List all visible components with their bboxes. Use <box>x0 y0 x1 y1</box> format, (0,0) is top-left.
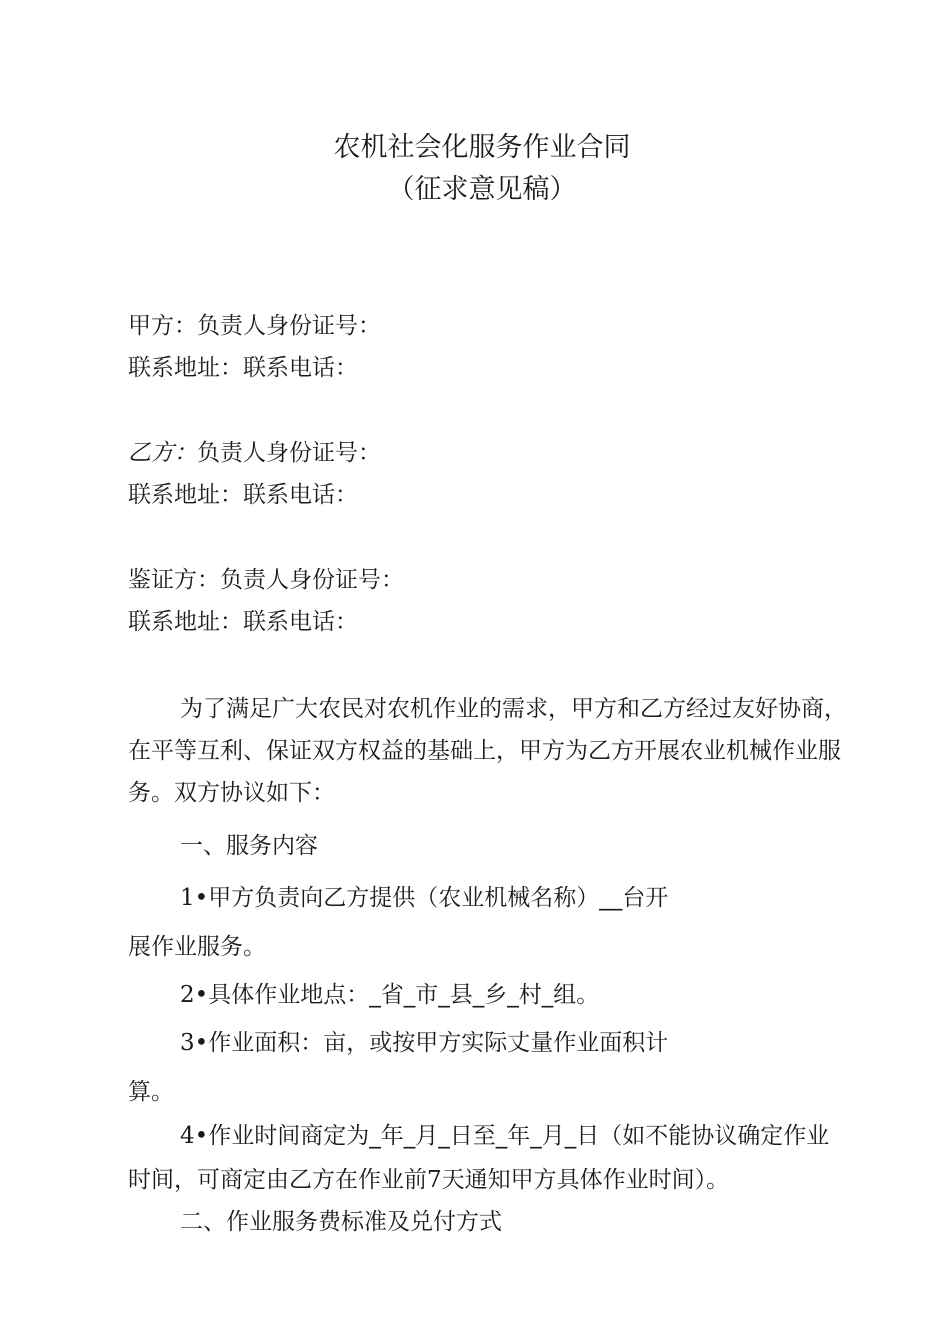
section-1-heading: 一、服务内容 <box>180 833 318 859</box>
item-4-line-2 <box>128 1165 729 1195</box>
witness-contact-line: 联系地址：联系电话： <box>128 609 358 635</box>
item-3-number: 3• <box>180 1030 209 1056</box>
item-1-text: 甲方负责向乙方提供（农业机械名称）__台开 <box>208 885 669 911</box>
party-b-id-text: 负责人身份证号： <box>197 440 381 466</box>
item-1-number: 1• <box>180 885 209 911</box>
item-4-days-number: 7 <box>427 1167 442 1193</box>
party-b-id-line <box>128 438 381 468</box>
party-a-contact-line: 联系地址：联系电话： <box>128 355 358 381</box>
document-subtitle: （征求意见稿） <box>387 174 577 205</box>
item-2-text: 具体作业地点：_省_市_县_乡_村_组。 <box>208 982 600 1008</box>
item-3-line-1 <box>180 1028 668 1058</box>
witness-id-line: 鉴证方：负责人身份证号： <box>128 567 404 593</box>
party-b-contact-line: 联系地址：联系电话： <box>128 482 358 508</box>
party-b-label: 乙方： <box>128 440 197 466</box>
item-4-number: 4• <box>180 1123 209 1149</box>
item-3-line-2: 算。 <box>128 1079 174 1105</box>
item-4-text-b: 天通知甲方具体作业时间）。 <box>441 1167 730 1193</box>
item-1-line-2: 展作业服务。 <box>128 934 266 960</box>
item-2-line <box>180 980 599 1010</box>
item-4-line-1 <box>180 1121 829 1151</box>
intro-paragraph: 为了满足广大农民对农机作业的需求，甲方和乙方经过友好协商，在平等互利、保证双方权益的基础上，甲方为乙方开展农业机械作业服务。双方协议如下： <box>128 696 847 806</box>
item-4-text: 作业时间商定为_年_月_日至_年_月_日（如不能协议确定作业 <box>208 1123 830 1149</box>
item-3-text: 作业面积：亩，或按甲方实际丈量作业面积计 <box>208 1030 669 1056</box>
item-1-line-1 <box>180 883 668 913</box>
party-a-id-line: 甲方：负责人身份证号： <box>128 313 381 339</box>
section-2-heading: 二、作业服务费标准及兑付方式 <box>180 1209 502 1235</box>
item-4-text-a: 时间，可商定由乙方在作业前 <box>128 1167 427 1193</box>
item-2-number: 2• <box>180 982 209 1008</box>
document-title: 农机社会化服务作业合同 <box>333 132 631 163</box>
